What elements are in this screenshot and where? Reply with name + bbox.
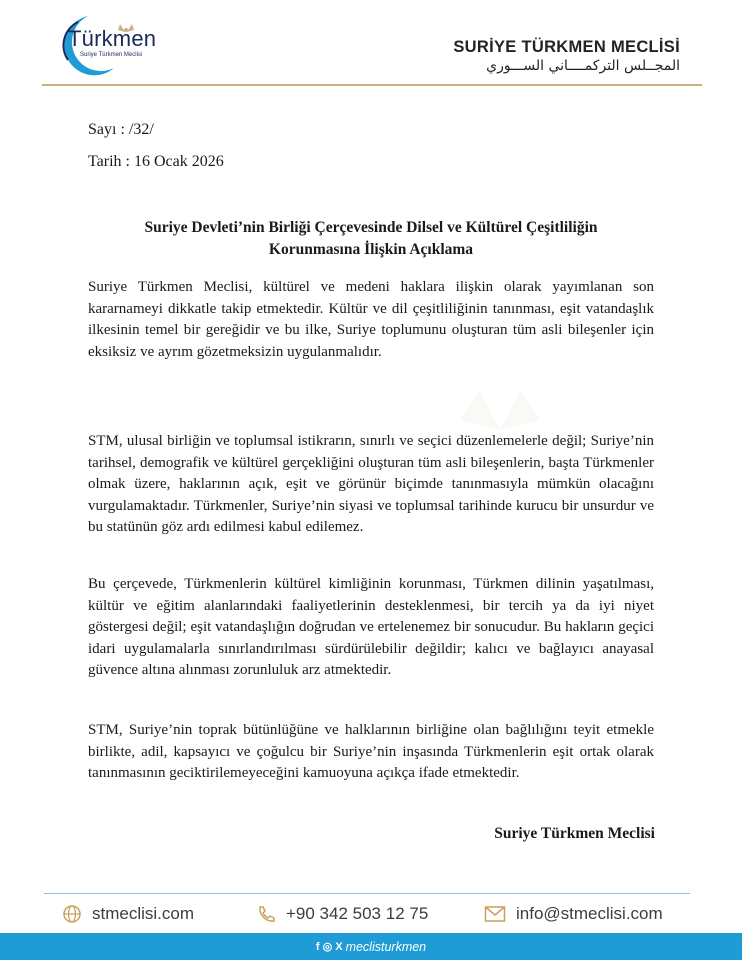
logo-subtext: Suriye Türkmen Meclisi [80,52,143,58]
social-icons[interactable]: f ◎ X [315,941,343,953]
letterhead [0,0,742,90]
email-text[interactable]: info@stmeclisi.com [516,904,663,923]
footer-email[interactable] [484,900,663,928]
website-text[interactable]: stmeclisi.com [92,904,195,923]
phone-text[interactable]: +90 342 503 12 75 [286,904,429,923]
social-handle[interactable]: meclisturkmen [345,939,427,954]
document-number: Sayı : /32/ [88,121,154,138]
body-paragraph-1: Suriye Türkmen Meclisi, kültürel ve medeni haklara ilişkin olarak yayımlanan son kararnameyi dikkatle takip etmektedir. Kültür ve dil çeşitliliğinin tanınması, eşit vatandaşlık ilkesinin temel bir gereğidir ve bu ilke, Suriye toplumunu oluşturan tüm asli bileşenler için eksiksiz ve ayrım gözetmeksizin uygulanmalıdır. [88,279,654,360]
mail-icon [484,905,506,923]
title-line-1: Suriye Devleti’nin Birliği Çerçevesinde Dilsel ve Kültürel Çeşitliliğin [144,219,598,236]
body-paragraph-2: STM, ulusal birliğin ve toplumsal istikrarın, sınırlı ve seçici düzenlemelerle değil; Suriye’nin tarihsel, demografik ve kültürel gerçekliğini oluşturan tüm asli bileşenlerin, başta Türkmenler olmak üzere, haklarının açık, eşit ve görünür biçimde tanınmasıyla mümkün olacağını vurgulamaktadır. Türkmenler, Suriye’nin siyasi ve toplumsal tarihinde kurucu bir unsurdur ve bu statünün göz ardı edilmesi kabul edilemez. [88,433,654,535]
body-paragraph-3: Bu çerçevede, Türkmenlerin kültürel kimliğinin korunması, Türkmen dilinin yaşatılması, kültür ve eğitim alanlarındaki faaliyetlerinin desteklenmesi, bir tercih ya da iyi niyet göstergesi değil; eşit vatandaşlığın doğrudan ve ertelenemez bir sonucudur. Bu hakların geçici idari uygulamalarla sınırlandırılması sürdürülebilir değildir; kalıcı ve bağlayıcı anayasal güvence altına alınması zorunluluk arz atmektedir. [88,576,654,678]
signature: Suriye Türkmen Meclisi [494,825,655,842]
document-title [60,217,682,261]
footer-website[interactable] [62,900,194,928]
social-links[interactable] [0,933,742,960]
organization-name: SURİYE TÜRKMEN MECLİSİ [453,38,680,56]
phone-icon [256,904,276,924]
header-divider [42,84,702,86]
organization-name-arabic: المجــلس التركمــــاني الســـوري [486,58,680,74]
document-date: Tarih : 16 Ocak 2026 [88,153,224,170]
body-paragraph-4: STM, Suriye’nin toprak bütünlüğüne ve halklarının birliğine olan bağlılığını teyit etmekle birlikte, adil, kapsayıcı ve çoğulcu bir Suriye’nin inşasında Türkmenlerin eşit ortak olarak tanınmasının geciktirilemeyeceğini kamuoyuna açıkça ifade etmektedir. [88,722,654,781]
logo-text: Türkmen [68,26,157,51]
footer-divider [44,893,690,894]
globe-icon [62,904,82,924]
footer-phone[interactable] [256,900,428,928]
title-line-2: Korunmasına İlişkin Açıklama [268,241,474,258]
